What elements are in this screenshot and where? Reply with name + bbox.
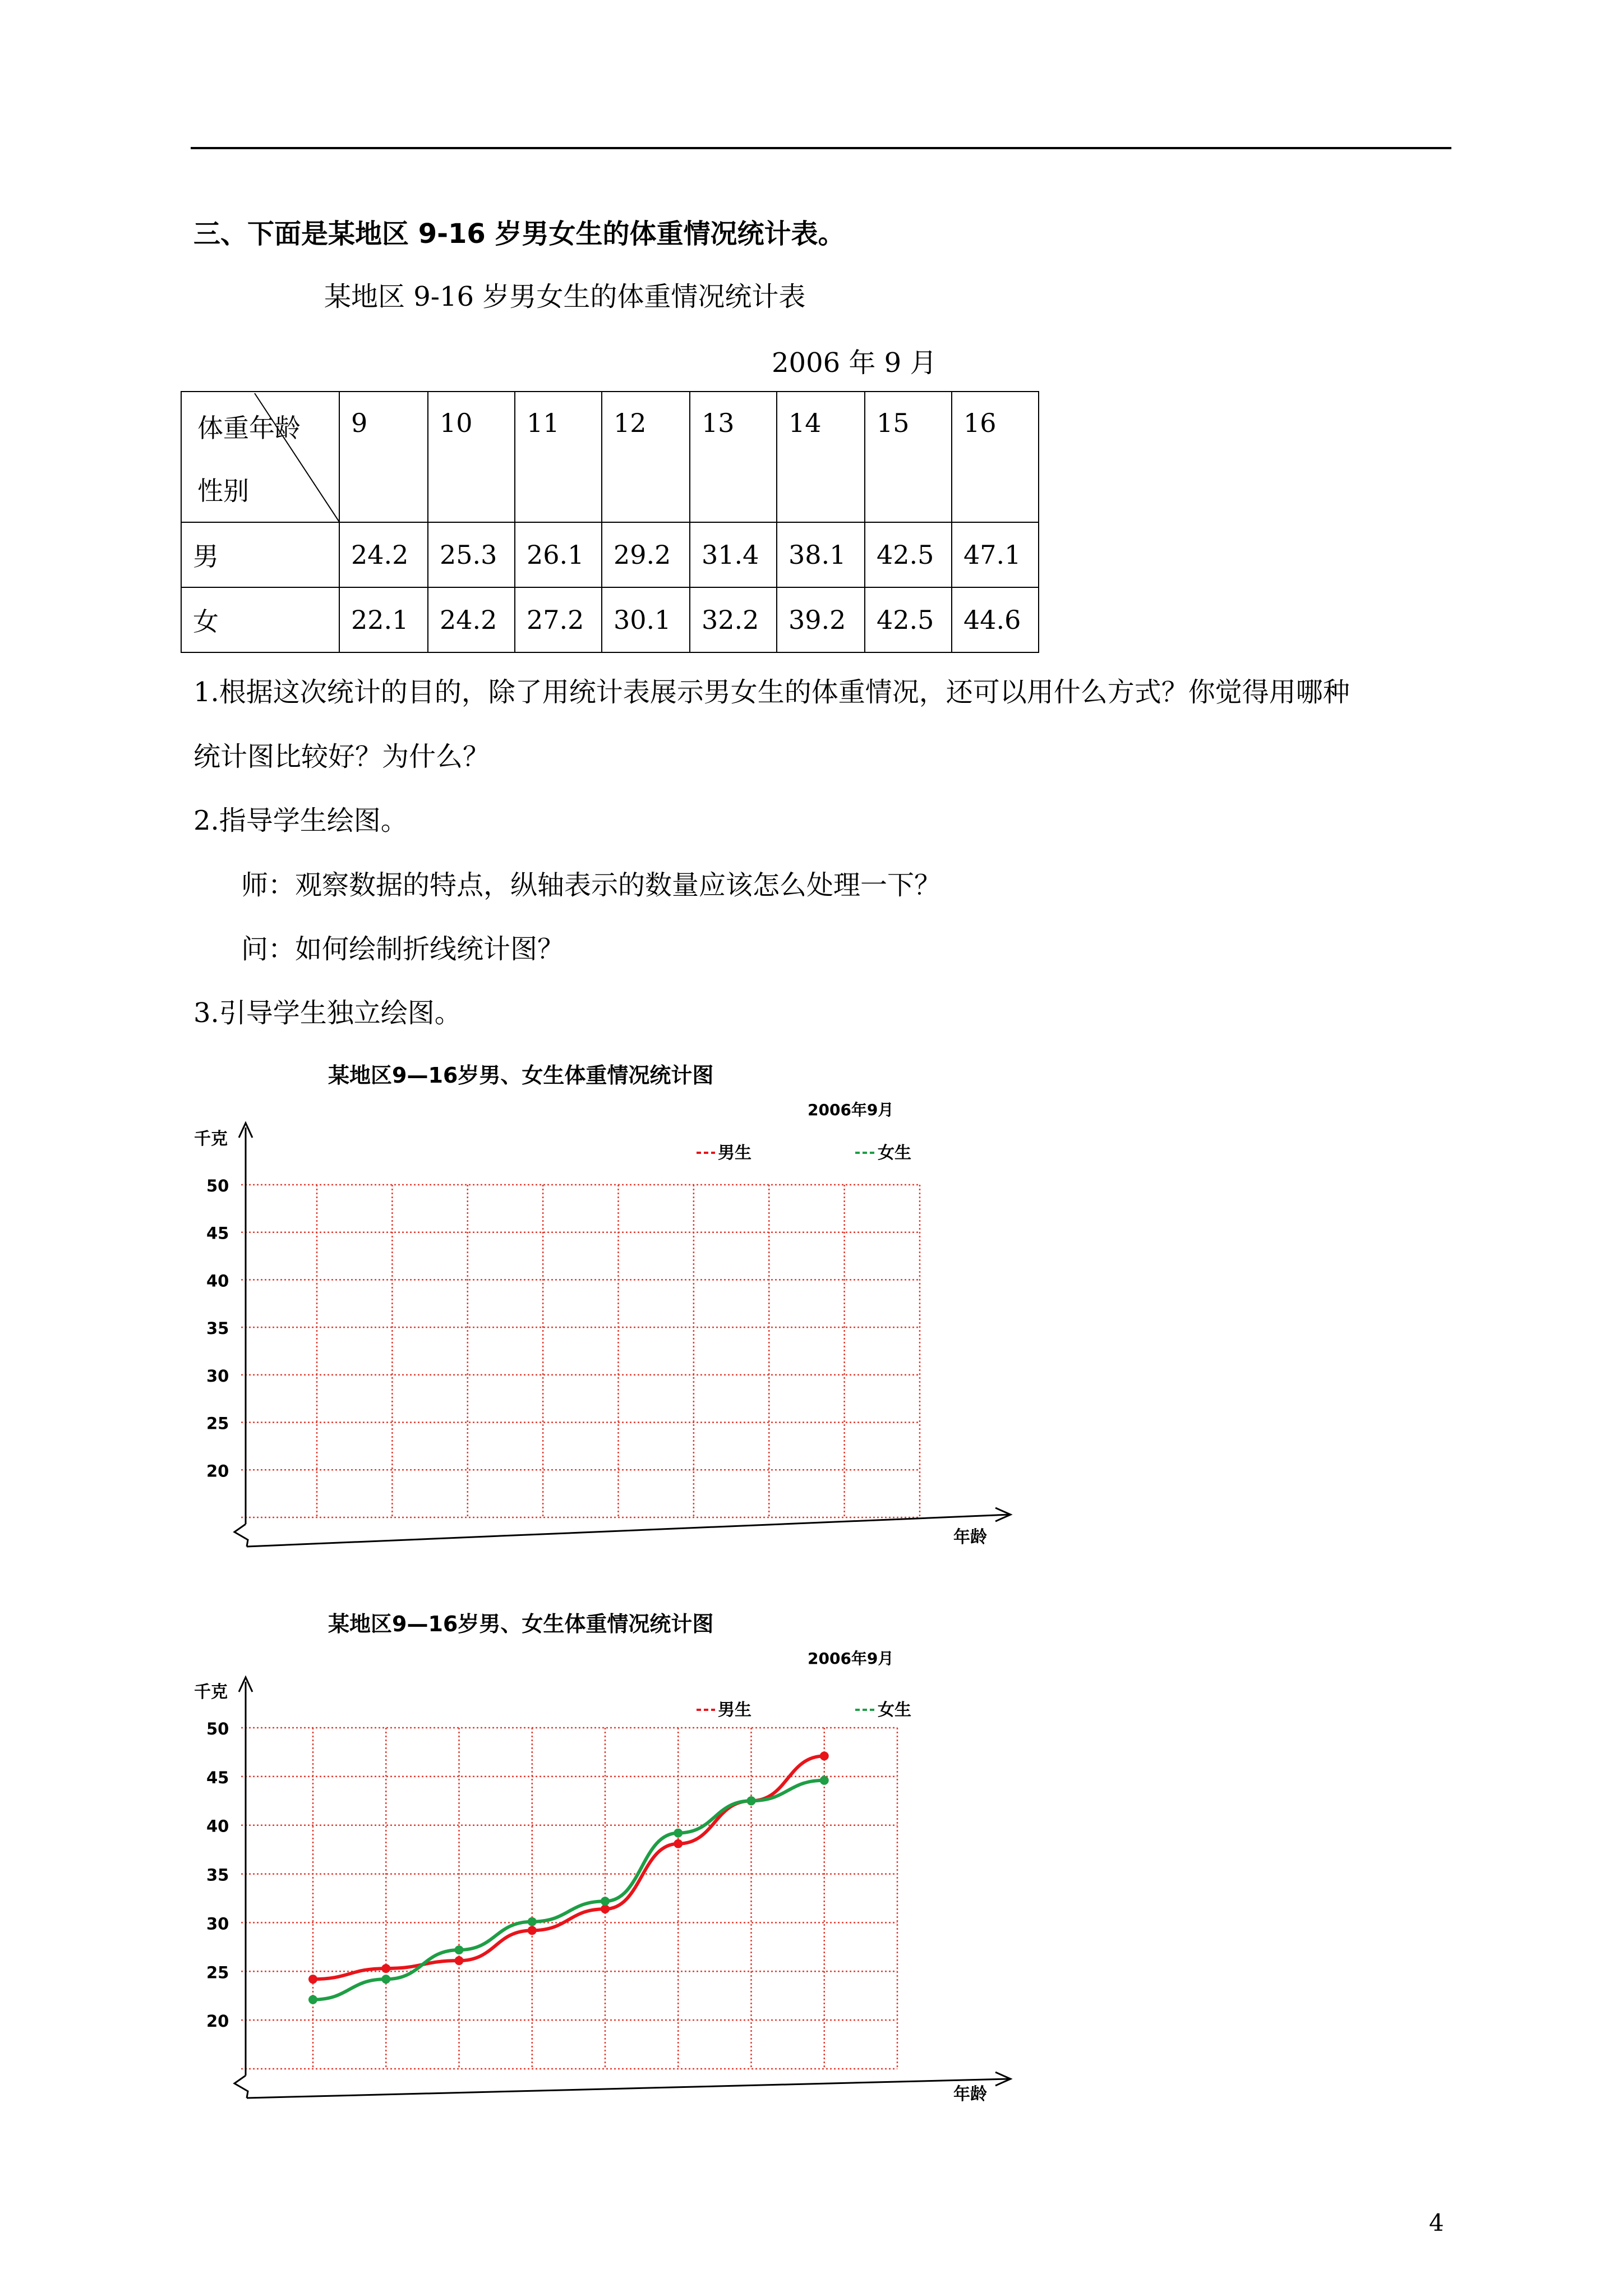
- question-2: 2.指导学生绘图。: [193, 805, 408, 836]
- data-point: [601, 1897, 610, 1906]
- data-point: [820, 1751, 829, 1760]
- y-axis-label: 千克: [194, 1682, 228, 1702]
- data-point: [528, 1926, 537, 1935]
- table-cell: 32.2: [690, 587, 777, 652]
- y-tick-label: 45: [206, 1768, 229, 1787]
- legend-male-label: 男生: [718, 1700, 751, 1720]
- table-date: 2006 年 9 月: [772, 347, 937, 379]
- age-header: 13: [690, 392, 777, 522]
- page-number: 4: [1429, 2209, 1444, 2237]
- table-cell: 39.2: [777, 587, 865, 652]
- row-label: 男: [181, 522, 339, 587]
- x-axis: [247, 2079, 1009, 2098]
- age-header: 10: [428, 392, 515, 522]
- x-axis: [247, 1515, 1009, 1547]
- y-axis-label: 千克: [194, 1129, 228, 1149]
- table-cell: 42.5: [865, 522, 952, 587]
- table-corner-cell: [181, 392, 339, 522]
- question-2-teacher: 师：观察数据的特点，纵轴表示的数量应该怎么处理一下？: [241, 869, 942, 901]
- y-tick-label: 30: [206, 1914, 229, 1934]
- axis-break: [234, 2076, 248, 2098]
- blank-chart-svg: [179, 1049, 1032, 1554]
- x-axis-label: 年龄: [953, 1527, 987, 1547]
- table-cell: 24.2: [428, 587, 515, 652]
- y-tick-label: 25: [206, 1414, 229, 1433]
- y-tick-label: 40: [206, 1816, 229, 1836]
- question-1-line-2: 统计图比较好？为什么？: [193, 741, 490, 772]
- y-tick-label: 50: [206, 1719, 229, 1738]
- data-point: [381, 1975, 390, 1984]
- data-point: [308, 1975, 317, 1984]
- y-tick-label: 25: [206, 1963, 229, 1982]
- y-tick-label: 45: [206, 1223, 229, 1243]
- series-line: [313, 1756, 824, 1979]
- axis-break: [234, 1524, 248, 1547]
- table-row-male: [181, 522, 1039, 587]
- y-tick-label: 35: [206, 1865, 229, 1885]
- row-label: 女: [181, 587, 339, 652]
- completed-line-chart: [179, 1598, 1032, 2102]
- chart-subtitle: 2006年9月: [808, 1101, 894, 1119]
- table-cell: 22.1: [339, 587, 428, 652]
- data-point: [674, 1829, 683, 1838]
- header-rule: [191, 147, 1451, 149]
- y-tick-label: 30: [206, 1366, 229, 1386]
- table-cell: 31.4: [690, 522, 777, 587]
- table-cell: 42.5: [865, 587, 952, 652]
- chart-subtitle: 2006年9月: [808, 1649, 894, 1668]
- legend-female-label: 女生: [878, 1143, 911, 1163]
- corner-label-top: 体重年龄: [197, 413, 301, 443]
- data-point: [674, 1839, 683, 1848]
- chart-title: 某地区9—16岁男、女生体重情况统计图: [328, 1063, 714, 1088]
- table-title: 某地区 9-16 岁男女生的体重情况统计表: [324, 281, 806, 312]
- data-point: [528, 1917, 537, 1926]
- y-tick-label: 35: [206, 1319, 229, 1338]
- data-point: [747, 1796, 756, 1805]
- weight-table: [181, 391, 1039, 653]
- chart-title: 某地区9—16岁男、女生体重情况统计图: [328, 1612, 714, 1636]
- blank-line-chart: [179, 1049, 1032, 1554]
- table-cell: 29.2: [602, 522, 690, 587]
- age-header: 15: [865, 392, 952, 522]
- table-row-female: [181, 587, 1039, 652]
- y-tick-label: 20: [206, 2012, 229, 2031]
- question-1-line-1: 1.根据这次统计的目的，除了用统计表展示男女生的体重情况，还可以用什么方式？你觉得用哪种: [193, 677, 1350, 708]
- table-cell: 24.2: [339, 522, 428, 587]
- y-tick-label: 50: [206, 1176, 229, 1195]
- age-header: 14: [777, 392, 865, 522]
- y-tick-label: 40: [206, 1271, 229, 1291]
- table-cell: 47.1: [952, 522, 1039, 587]
- age-header: 12: [602, 392, 690, 522]
- x-axis-label: 年龄: [953, 2085, 987, 2102]
- age-header: 11: [515, 392, 602, 522]
- data-point: [381, 1964, 390, 1973]
- table-cell: 25.3: [428, 522, 515, 587]
- legend-female-label: 女生: [878, 1700, 911, 1720]
- table-cell: 30.1: [602, 587, 690, 652]
- question-2-ask: 问：如何绘制折线统计图？: [241, 933, 565, 965]
- table-header-row: [181, 392, 1039, 522]
- data-point: [601, 1904, 610, 1913]
- corner-label-bottom: 性别: [197, 476, 249, 506]
- table-cell: 38.1: [777, 522, 865, 587]
- data-point: [820, 1776, 829, 1785]
- table-cell: 44.6: [952, 587, 1039, 652]
- table-cell: 27.2: [515, 587, 602, 652]
- legend-male-label: 男生: [718, 1143, 751, 1163]
- data-point: [308, 1995, 317, 2004]
- section-heading: 三、下面是某地区 9-16 岁男女生的体重情况统计表。: [193, 218, 845, 250]
- age-header: 9: [339, 392, 428, 522]
- data-point: [455, 1956, 464, 1965]
- data-point: [455, 1945, 464, 1954]
- y-tick-label: 20: [206, 1461, 229, 1481]
- table-cell: 26.1: [515, 522, 602, 587]
- completed-chart-svg: [179, 1598, 1032, 2102]
- question-3: 3.引导学生独立绘图。: [193, 997, 462, 1029]
- age-header: 16: [952, 392, 1039, 522]
